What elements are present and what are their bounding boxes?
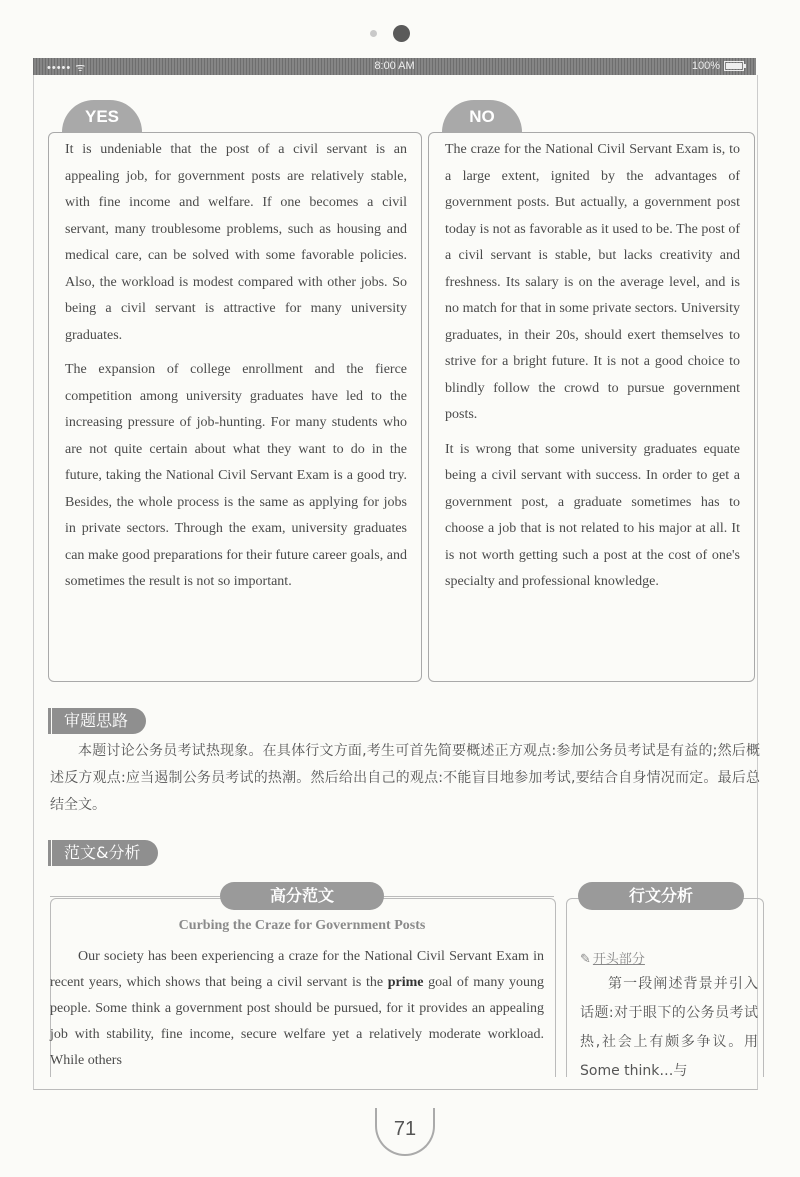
no-paragraph-2: It is wrong that some university graduates equate being a civil servant with success. In order to get a government post, a graduate sometimes has to choose a job that is not related to his major at all. It is not worth getting such a post at the cost of one's specialty and professional knowledge. xyxy=(445,441,740,589)
status-bar xyxy=(33,58,756,75)
analysis-head xyxy=(580,948,645,967)
analysis-badge: 行文分析 xyxy=(578,882,744,910)
pen-icon: ✎ xyxy=(580,952,591,967)
essay-text-start: Our society has been experiencing a craze for the National Civil Servant Exam in recent years, which shows that being a civil servant is the xyxy=(50,949,544,990)
sensor-dot xyxy=(370,30,377,37)
analysis-section-text: 本题讨论公务员考试热现象。在具体行文方面,考生可首先简要概述正方观点:参加公务员考试是有益的;然后概述反方观点:应当遏制公务员考试的热潮。然后给出自己的观点:不能盲目地参加考试,要结合自身情况而定。最后总结全文。 xyxy=(50,743,760,813)
yes-panel xyxy=(48,132,422,682)
sample-section-title: 范文&分析 xyxy=(52,840,158,866)
essay-divider-right xyxy=(384,896,554,897)
yes-paragraph-1: It is undeniable that the post of a civil servant is an appealing job, for government posts are relatively stable, with fine income and welfare. If one becomes a civil servant, many troublesome problems, such as housing and medical care, can be solved with some favorable policies. Also, the workload is modest compared with other jobs. So being a civil servant is attractive for many university graduates. xyxy=(65,142,407,343)
essay-title: Curbing the Craze for Government Posts xyxy=(178,918,426,933)
essay-text-end: goal of many young people. Some think a government post should be pursued, for it provides an appealing job with stability, fine income, secure welfare yet a relatively moderate workload. While others xyxy=(50,975,544,1068)
no-tab: NO xyxy=(442,100,522,132)
analysis-text: 第一段阐述背景并引入话题:对于眼下的公务员考试热,社会上有颇多争议。用 Some think…与 xyxy=(580,976,758,1079)
no-paragraph-1: The craze for the National Civil Servant Exam is, to a large extent, ignited by the advantages of government posts. But actually, a government post today is not as favorable as it used to be. The post of a civil servant is stable, but lacks creativity and freshness. Its salary is on the average level, and is no match for that in some private sectors. University graduates, in their 20s, should exert themselves to strive for a bright future. It is not a good choice to blindly follow the crowd to pursue government posts. xyxy=(445,142,740,422)
signal-wifi-icon: ••••• ᯤ xyxy=(47,62,87,74)
battery-status xyxy=(692,60,744,72)
device-camera xyxy=(0,24,800,44)
essay-divider-left xyxy=(50,896,220,897)
essay-bold-word: prime xyxy=(387,975,424,990)
yes-paragraph-2: The expansion of college enrollment and the fierce competition among university graduates have led to the increasing pressure of job-hunting. For many students who are not quite certain about what they want to do in the future, taking the National Civil Servant Exam is a good try. Besides, the whole process is the same as applying for jobs in private sectors. Through the exam, university graduates can make good preparations for their future career goals, and sometimes the result is not so important. xyxy=(65,362,407,589)
battery-percent: 100% xyxy=(691,60,720,72)
essay-badge: 高分范文 xyxy=(220,882,384,910)
yes-tab: YES xyxy=(62,100,142,132)
essay-text xyxy=(50,944,544,1074)
camera-lens xyxy=(393,25,410,42)
no-panel xyxy=(428,132,755,682)
page-number: 71 xyxy=(393,1118,417,1140)
analysis-section-title: 审题思路 xyxy=(52,708,146,734)
status-time: 8:00 AM xyxy=(374,60,415,72)
analysis-head-text: 开头部分 xyxy=(592,952,645,967)
battery-icon xyxy=(724,61,744,71)
